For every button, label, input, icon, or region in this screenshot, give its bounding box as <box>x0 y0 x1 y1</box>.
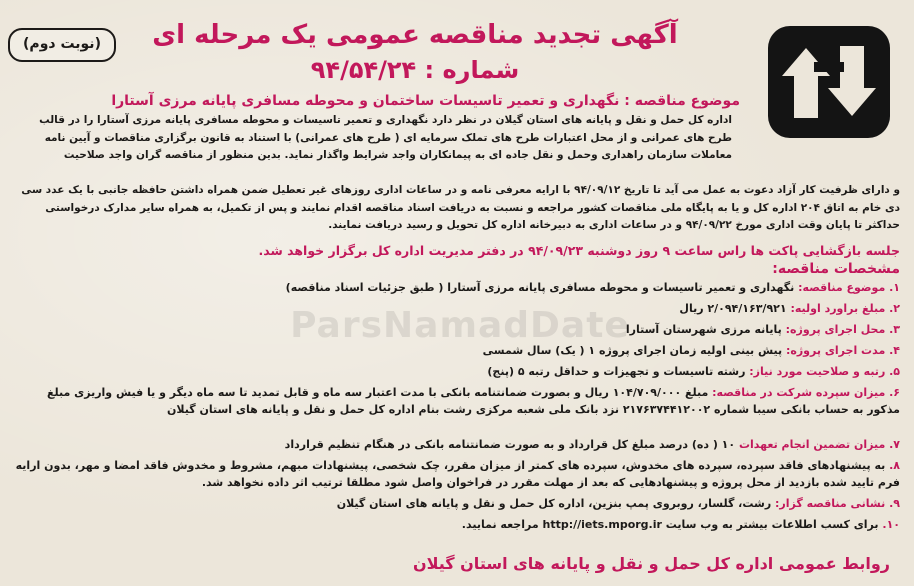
spec-value: نگهداری و تعمیر تاسیسات و محوطه مسافری پایانه مرزی آستارا ( طبق جزئیات اسناد مناقصه) <box>285 281 799 294</box>
spec-label: ۷. میزان تضمین انجام تعهدات <box>735 438 900 451</box>
spec-label: ۶. میزان سپرده شرکت در مناقصه: <box>712 386 900 399</box>
spec-label: ۱. موضوع مناقصه: <box>798 281 900 294</box>
spec-label: ۸. <box>885 459 900 472</box>
spec-item-subject <box>14 279 900 296</box>
spec-value: به پیشنهادهای فاقد سپرده، سپرده های مخدوش، سپرده های کمتر از میزان مقرر، چک شخصی، پیشنهادات مبهم، مشروط و مخدوش فاقد امضا و مهر، بدون ارایه فرم تایید شده بازدید از محل پروژه و پیشنهادهایی که بعد از مهلت مقرر در فراخوان واصل شود مطلقا ترتیب اثر داده نخواهد شد. <box>15 459 900 489</box>
instructions-paragraph: و دارای ظرفیت کار آزاد دعوت به عمل می آید تا تاریخ ۹۴/۰۹/۱۲ با ارایه معرفی نامه و در ساعات اداری روزهای غیر تعطیل ضمن همراه داشتن حافظه جانبی با یک عدد سی دی خام به اتاق ۲۰۴ اداره کل و یا به پایگاه ملی مناقصات کشور مراجعه و نسبت به دریافت اسناد مناقصه اقدام نمایند و پس از تکمیل، به همراه سایر مدارک درخواستی حداکثر تا پایان وقت اداری مورخ ۹۴/۰۹/۲۲ و در ساعات اداری به دبیرخانه اداره کل تحویل و رسید دریافت نمایند. <box>21 184 900 231</box>
spec-item-duration <box>14 342 900 359</box>
road-transport-arrows-logo-icon <box>754 18 904 146</box>
spec-item-rejection-rules <box>14 457 900 491</box>
public-relations-footer: روابط عمومی اداره کل حمل و نقل و پایانه های استان گیلان <box>412 554 890 573</box>
opening-session-note: جلسه بازگشایی پاکت ها راس ساعت ۹ روز دوشنبه ۹۴/۰۹/۲۳ در دفتر مدیریت اداره کل برگزار خواهد شد. <box>258 243 900 258</box>
spec-item-estimate <box>14 300 900 317</box>
spec-label: ۵. رتبه و صلاحیت مورد نیاز: <box>749 365 900 378</box>
spec-item-deposit <box>14 384 900 418</box>
spec-value: ۲/۰۹۴/۱۶۳/۹۲۱ ریال <box>679 302 791 315</box>
spec-label: ۳. محل اجرای پروژه: <box>785 323 900 336</box>
spec-value: پیش بینی اولیه زمان اجرای پروژه ۱ ( یک) سال شمسی <box>482 344 786 357</box>
round-badge: (نوبت دوم) <box>8 28 116 62</box>
tender-number: شماره : ۹۴/۵۴/۲۴ <box>310 56 520 84</box>
tender-subject: موضوع مناقصه : نگهداری و تعمیر تاسیسات ساختمان و محوطه مسافری پایانه مرزی آستارا <box>111 93 740 109</box>
spec-label: ۴. مدت اجرای پروژه: <box>785 344 900 357</box>
spec-value: ۱۰ ( ده) درصد مبلغ کل قرارداد و به صورت ضمانتنامه بانکی در هنگام تنظیم قرارداد <box>284 438 736 451</box>
spec-value: رشت، گلسار، روبروی پمپ بنزین، اداره کل حمل و نقل و پایانه های استان گیلان <box>336 497 775 510</box>
spec-item-website <box>14 516 900 533</box>
spec-item-address <box>14 495 900 512</box>
spec-label: ۹. نشانی مناقصه گزار: <box>775 497 900 510</box>
spec-item-location <box>14 321 900 338</box>
spec-label: ۱۰. <box>878 518 900 531</box>
intro-paragraph: اداره کل حمل و نقل و پایانه های استان گیلان در نظر دارد نگهداری و تعمیر تاسیسات و محوطه مسافری پایانه مرزی آستارا را در قالب طرح های عمرانی و از محل اعتبارات طرح های تملک سرمایه ای ( طرح های عمرانی) با استناد به قانون برگزاری مناقصات و آیین نامه معاملات سازمان راهداری وحمل و نقل جاده ای به پیمانکاران واجد شرایط واگذار نماید. بدین منظور از مناقصه گران واجد صلاحیت <box>39 114 732 161</box>
spec-value: رشته تاسیسات و تجهیزات و حداقل رتبه ۵ (پنج) <box>487 365 750 378</box>
spec-value: مبلغ ۱۰۴/۷۰۹/۰۰۰ ریال و بصورت ضمانتنامه بانکی با مدت اعتبار سه ماه و قابل تمدید تا سه ماه دیگر و یا فیش واریزی مبلغ مذکور به حساب بانکی سیبا شماره ۲۱۷۶۳۷۴۴۱۲۰۰۲ نزد بانک ملی شعبه مرکزی رشت بنام اداره کل حمل و نقل و پایانه های استان گیلان <box>47 386 900 416</box>
spec-label: ۲. مبلغ براورد اولیه: <box>790 302 900 315</box>
spec-item-qualification <box>14 363 900 380</box>
specs-heading: مشخصات مناقصه: <box>772 261 900 277</box>
spec-item-guarantee <box>14 436 900 453</box>
spec-value: پایانه مرزی شهرستان آستارا <box>625 323 786 336</box>
watermark: ParsNamadDate <box>290 305 630 346</box>
spec-value: برای کسب اطلاعات بیشتر به وب سایت http://iets.mporg.ir مراجعه نمایید. <box>461 518 879 531</box>
ad-title: آگهی تجدید مناقصه عمومی یک مرحله ای <box>152 20 678 50</box>
